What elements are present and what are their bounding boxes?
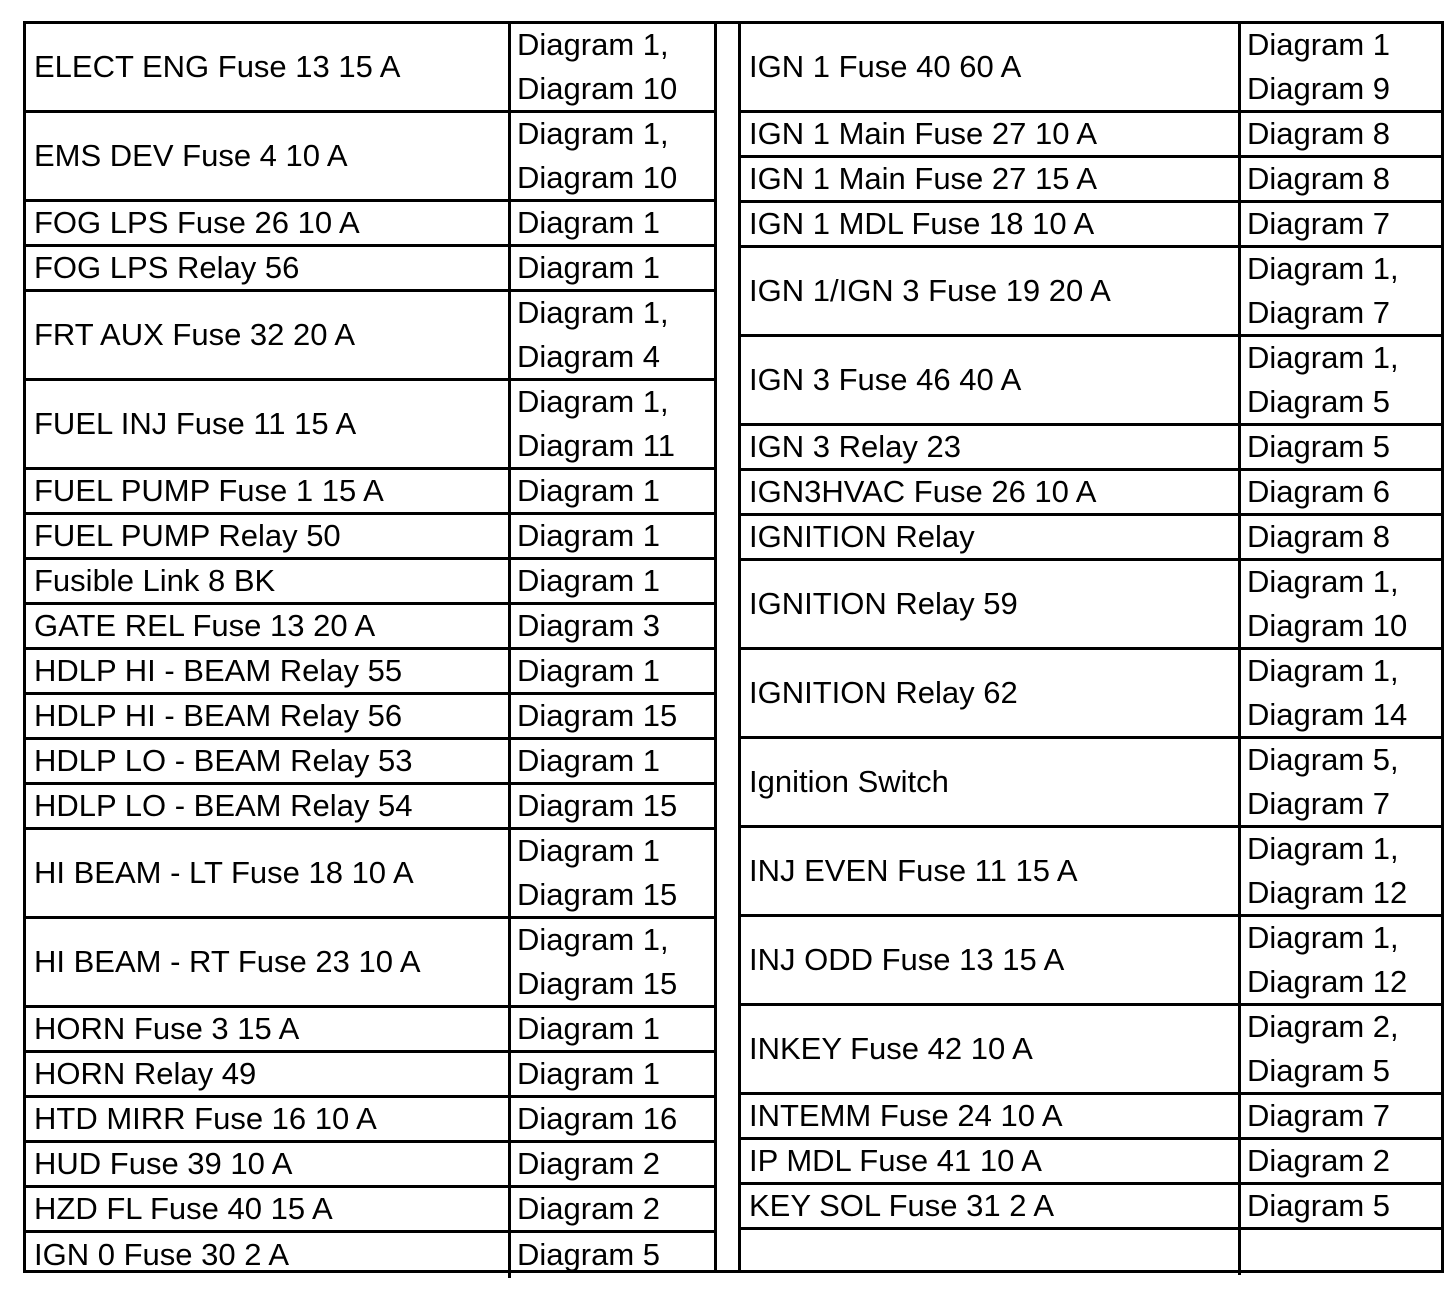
diagram-ref-line: Diagram 1, [1247,652,1399,688]
diagram-reference [508,381,714,470]
diagram-ref-line: Diagram 8 [1247,160,1390,196]
diagram-ref-line: Diagram 1, [1247,830,1399,866]
diagram-ref-line: Diagram 3 [517,607,660,643]
diagram-reference [1238,24,1444,113]
component-index-table [23,21,1444,1273]
component-name: HTD MIRR Fuse 16 10 A [26,1098,508,1143]
diagram-reference [508,1098,714,1143]
diagram-reference [1238,1140,1444,1185]
diagram-ref-line: Diagram 1, [1247,250,1399,286]
diagram-ref-line: Diagram 8 [1247,518,1390,554]
diagram-reference [1238,248,1444,337]
component-name: Ignition Switch [741,739,1238,828]
diagram-reference [508,740,714,785]
diagram-reference [508,560,714,605]
diagram-ref-line: Diagram 2 [517,1145,660,1181]
diagram-ref-line: Diagram 5 [1247,1187,1390,1223]
component-name: HZD FL Fuse 40 15 A [26,1188,508,1233]
component-name: HDLP HI - BEAM Relay 56 [26,695,508,740]
diagram-ref-line: Diagram 2, [1247,1008,1399,1044]
component-name: FOG LPS Relay 56 [26,247,508,292]
component-name: IGN 1/IGN 3 Fuse 19 20 A [741,248,1238,337]
component-name: HDLP LO - BEAM Relay 53 [26,740,508,785]
component-name: FOG LPS Fuse 26 10 A [26,202,508,247]
diagram-reference [1238,1006,1444,1095]
component-name: INKEY Fuse 42 10 A [741,1006,1238,1095]
diagram-ref-line: Diagram 2 [517,1190,660,1226]
diagram-ref-line: Diagram 10 [517,71,678,106]
diagram-ref-line: Diagram 15 [517,966,678,1001]
diagram-ref-line: Diagram 1, [1247,339,1399,375]
diagram-ref-line: Diagram 2 [1247,1142,1390,1178]
component-name: IP MDL Fuse 41 10 A [741,1140,1238,1185]
component-name: EMS DEV Fuse 4 10 A [26,113,508,202]
component-name: IGN 3 Relay 23 [741,426,1238,471]
diagram-ref-line: Diagram 14 [1247,697,1408,732]
component-name: IGN 1 MDL Fuse 18 10 A [741,203,1238,248]
diagram-reference [1238,516,1444,561]
diagram-ref-line: Diagram 1, [1247,563,1399,599]
component-name: INTEMM Fuse 24 10 A [741,1095,1238,1140]
component-name: GATE REL Fuse 13 20 A [26,605,508,650]
component-name: IGNITION Relay [741,516,1238,561]
diagram-ref-line: Diagram 11 [517,428,675,463]
diagram-reference [508,650,714,695]
diagram-ref-line: Diagram 12 [1247,964,1408,999]
diagram-ref-line: Diagram 10 [517,160,678,195]
component-name: HI BEAM - LT Fuse 18 10 A [26,830,508,919]
diagram-reference [508,785,714,830]
component-name: HDLP LO - BEAM Relay 54 [26,785,508,830]
diagram-ref-line: Diagram 7 [1247,295,1390,330]
diagram-reference [1238,471,1444,516]
diagram-ref-line: Diagram 1 [517,472,660,508]
component-name: IGNITION Relay 62 [741,650,1238,739]
column-divider [714,24,741,1270]
component-name: IGN 1 Main Fuse 27 15 A [741,158,1238,203]
component-name: IGN 1 Main Fuse 27 10 A [741,113,1238,158]
diagram-ref-line: Diagram 1 [517,1055,660,1091]
diagram-reference [1238,337,1444,426]
diagram-ref-line: Diagram 1, [517,26,669,62]
diagram-ref-line: Diagram 10 [1247,608,1408,643]
component-name: FUEL PUMP Relay 50 [26,515,508,560]
diagram-ref-line: Diagram 1 [517,204,660,240]
diagram-reference [508,113,714,202]
component-name: IGN 3 Fuse 46 40 A [741,337,1238,426]
diagram-ref-line: Diagram 1 [517,562,660,598]
component-name: FUEL INJ Fuse 11 15 A [26,381,508,470]
diagram-ref-line: Diagram 9 [1247,71,1390,106]
component-name: IGN 0 Fuse 30 2 A [34,1237,290,1273]
diagram-reference [1238,917,1444,1006]
component-name: KEY SOL Fuse 31 2 A [741,1185,1238,1230]
diagram-reference [1238,113,1444,158]
diagram-reference [508,830,714,919]
diagram-ref-line: Diagram 1 [517,832,660,868]
diagram-reference [508,1053,714,1098]
diagram-ref-line: Diagram 5, [1247,741,1399,777]
diagram-ref-line: Diagram 1, [517,294,669,330]
component-name: Fusible Link 8 BK [26,560,508,605]
diagram-ref-line: Diagram 7 [1247,205,1390,241]
component-name: HORN Fuse 3 15 A [26,1008,508,1053]
diagram-ref-line: Diagram 7 [1247,1097,1390,1133]
diagram-reference [508,247,714,292]
diagram-ref-line: Diagram 5 [517,1237,660,1273]
diagram-ref-line: Diagram 7 [1247,786,1390,821]
component-name: IGN3HVAC Fuse 26 10 A [741,471,1238,516]
diagram-reference [508,292,714,381]
diagram-ref-line: Diagram 4 [517,339,660,374]
diagram-reference [508,202,714,247]
diagram-ref-line: Diagram 1 [517,517,660,553]
diagram-reference [1238,1185,1444,1230]
diagram-reference [1238,1230,1444,1275]
component-name: IGN 1 Fuse 40 60 A [741,24,1238,113]
component-name: HI BEAM - RT Fuse 23 10 A [26,919,508,1008]
diagram-ref-line: Diagram 15 [517,787,678,823]
left-column [26,24,714,1273]
diagram-reference [508,1008,714,1053]
component-name: INJ EVEN Fuse 11 15 A [741,828,1238,917]
diagram-ref-line: Diagram 1, [517,115,669,151]
diagram-ref-line: Diagram 16 [517,1100,678,1136]
diagram-ref-line: Diagram 1, [517,383,669,419]
diagram-reference [1238,1095,1444,1140]
diagram-reference [508,695,714,740]
diagram-reference [508,1143,714,1188]
component-name [741,1230,1238,1275]
component-name: INJ ODD Fuse 13 15 A [741,917,1238,1006]
diagram-ref-line: Diagram 5 [1247,1053,1390,1088]
diagram-reference [508,919,714,1008]
component-name: ELECT ENG Fuse 13 15 A [26,24,508,113]
component-name: HDLP HI - BEAM Relay 55 [26,650,508,695]
diagram-ref-line: Diagram 1, [1247,919,1399,955]
right-column [741,24,1444,1270]
diagram-reference [1238,426,1444,471]
diagram-ref-line: Diagram 1 [517,1010,660,1046]
diagram-ref-line: Diagram 1, [517,921,669,957]
diagram-reference [508,515,714,560]
diagram-ref-line: Diagram 15 [517,697,678,733]
diagram-reference [508,24,714,113]
diagram-reference [508,1233,714,1278]
component-name: HORN Relay 49 [26,1053,508,1098]
component-name: FUEL PUMP Fuse 1 15 A [26,470,508,515]
diagram-ref-line: Diagram 1 [517,742,660,778]
diagram-ref-line: Diagram 5 [1247,428,1390,464]
diagram-reference [1238,158,1444,203]
diagram-ref-line: Diagram 6 [1247,473,1390,509]
diagram-reference [1238,650,1444,739]
diagram-reference [508,470,714,515]
diagram-reference [1238,739,1444,828]
diagram-ref-line: Diagram 8 [1247,115,1390,151]
component-name: IGNITION Relay 59 [741,561,1238,650]
diagram-ref-line: Diagram 1 [1247,26,1390,62]
diagram-ref-line: Diagram 5 [1247,384,1390,419]
diagram-reference [1238,203,1444,248]
diagram-reference [508,1188,714,1233]
diagram-ref-line: Diagram 1 [517,249,660,285]
diagram-reference [1238,828,1444,917]
diagram-ref-line: Diagram 12 [1247,875,1408,910]
component-name: FRT AUX Fuse 32 20 A [26,292,508,381]
diagram-reference [508,605,714,650]
diagram-ref-line: Diagram 15 [517,877,678,912]
component-name: HUD Fuse 39 10 A [26,1143,508,1188]
diagram-ref-line: Diagram 1 [517,652,660,688]
diagram-reference [1238,561,1444,650]
